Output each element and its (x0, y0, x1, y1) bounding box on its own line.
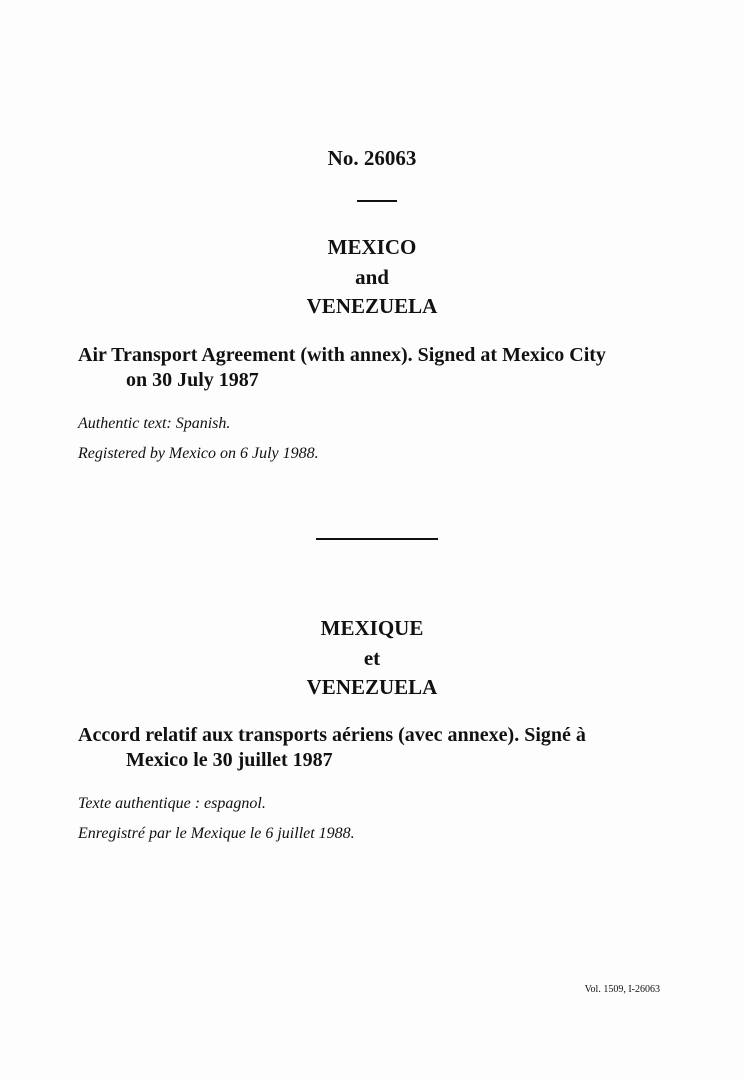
french-title-line-1: Accord relatif aux transports aériens (avec annexe). Signé à (78, 724, 586, 746)
english-title-line-2: on 30 July 1987 (126, 369, 259, 391)
english-agreement-title (78, 343, 688, 393)
short-divider (357, 200, 397, 202)
english-party-1: MEXICO (327, 235, 417, 259)
french-conjunction: et (363, 646, 381, 670)
long-divider (316, 538, 438, 540)
english-authentic-text: Authentic text: Spanish. (78, 415, 231, 432)
french-registration-note: Enregistré par le Mexique le 6 juillet 1988. (78, 825, 355, 842)
french-party-1: MEXIQUE (320, 616, 424, 640)
registration-number: No. 26063 (327, 146, 417, 170)
french-party-2: VENEZUELA (306, 675, 438, 699)
english-conjunction: and (355, 265, 389, 289)
volume-footer: Vol. 1509, I-26063 (584, 984, 660, 995)
english-title-line-1: Air Transport Agreement (with annex). Signed at Mexico City (78, 344, 606, 366)
french-authentic-text: Texte authentique : espagnol. (78, 795, 266, 812)
english-party-2: VENEZUELA (306, 294, 438, 318)
french-title-line-2: Mexico le 30 juillet 1987 (126, 749, 333, 771)
french-agreement-title (78, 723, 688, 773)
english-registration-note: Registered by Mexico on 6 July 1988. (78, 445, 319, 462)
